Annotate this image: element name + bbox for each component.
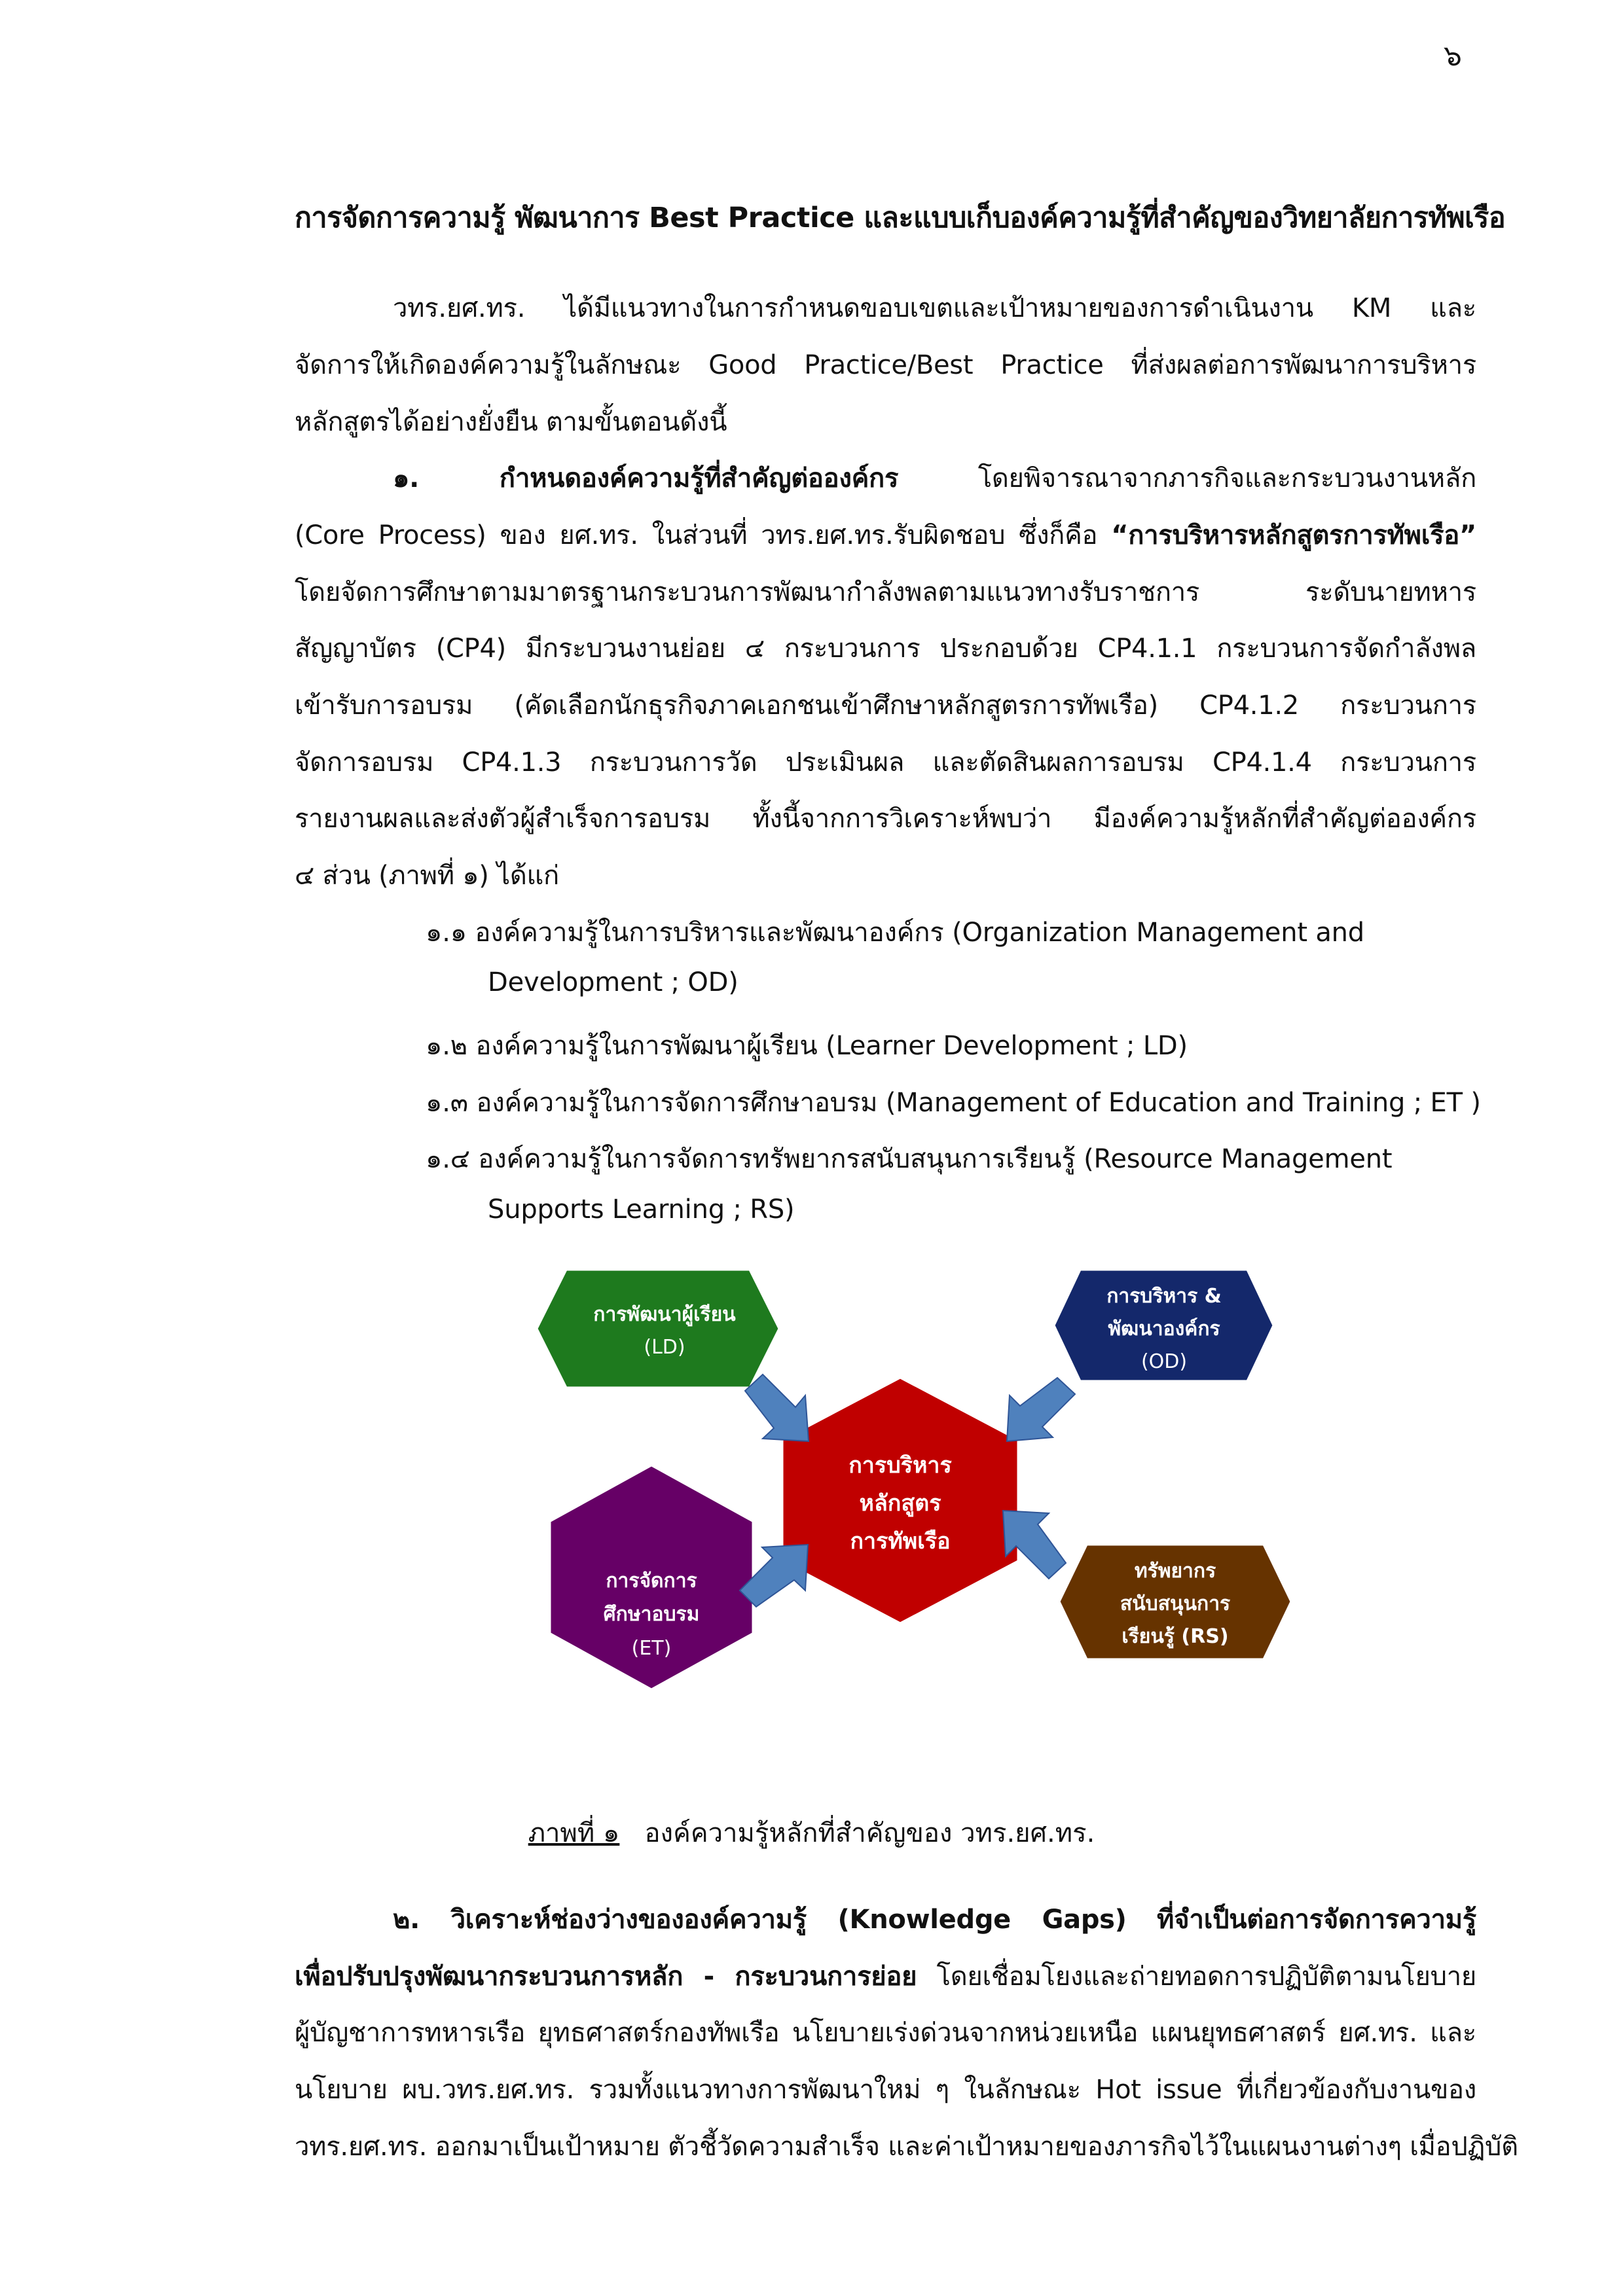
ld-label-2: (LD) <box>644 1336 685 1359</box>
list-item-1-1-cont: Development ; OD) <box>488 967 739 997</box>
intro-line-2: จัดการให้เกิดองค์ความรู้ในลักษณะ Good Practice/Best Practice ที่ส่งผลต่อการพัฒนาการบริหาร <box>295 350 1476 380</box>
rs-label-3: เรียนรู้ (RS) <box>1122 1625 1229 1648</box>
section1-line-7: รายงานผลและส่งตัวผู้สำเร็จการอบรม ทั้งนี้จากการวิเคราะห์พบว่า มีองค์ความรู้หลักที่สำคัญต่อองค์กร <box>295 804 1476 834</box>
section1-program-name: “การบริหารหลักสูตรการทัพเรือ” <box>1111 520 1476 550</box>
list-item-1-2: ๑.๒ องค์ความรู้ในการพัฒนาผู้เรียน (Learner Development ; LD) <box>426 1031 1188 1061</box>
od-label-1: การบริหาร & <box>1106 1285 1222 1308</box>
list-item-1-4-cont: Supports Learning ; RS) <box>488 1194 795 1225</box>
section1-line-3: โดยจัดการศึกษาตามมาตรฐานกระบวนการพัฒนากำลังพลตามแนวทางรับราชการ ระดับนายทหาร <box>295 577 1476 607</box>
section2-title: ๒. วิเคราะห์ช่องว่างขององค์ความรู้ (Knowledge Gaps) <box>393 1905 1127 1935</box>
page-number: ๖ <box>1444 39 1462 73</box>
section1-title: ๑. กำหนดองค์ความรู้ที่สำคัญต่อองค์กร <box>393 463 899 493</box>
figure-caption-text: องค์ความรู้หลักที่สำคัญของ วทร.ยศ.ทร. <box>644 1818 1095 1848</box>
arrow-ld-to-center <box>745 1374 809 1441</box>
section2-subtitle: เพื่อปรับปรุงพัฒนากระบวนการหลัก - กระบวนการย่อย <box>295 1962 917 1992</box>
ld-label-1: การพัฒนาผู้เรียน <box>593 1303 736 1326</box>
section2-line-5: วทร.ยศ.ทร. ออกมาเป็นเป้าหมาย ตัวชี้วัดความสำเร็จ และค่าเป้าหมายของภารกิจไว้ในแผนงานต่างๆ เมื่อปฏิบัติ <box>295 2132 1518 2162</box>
section2-line-2 <box>295 1955 1476 1997</box>
section2-line-2-text: โดยเชื่อมโยงและถ่ายทอดการปฏิบัติตามนโยบาย <box>936 1962 1476 1992</box>
list-item-1-4: ๑.๔ องค์ความรู้ในการจัดการทรัพยากรสนับสนุนการเรียนรู้ (Resource Management <box>426 1144 1393 1174</box>
list-item-1-3: ๑.๓ องค์ความรู้ในการจัดการศึกษาอบรม (Management of Education and Training ; ET ) <box>426 1088 1481 1118</box>
section2-line-4: นโยบาย ผบ.วทร.ยศ.ทร. รวมทั้งแนวทางการพัฒนาใหม่ ๆ ในลักษณะ Hot issue ที่เกี่ยวข้องกับงานของ <box>295 2075 1476 2105</box>
list-item-1-1: ๑.๑ องค์ความรู้ในการบริหารและพัฒนาองค์กร (Organization Management and <box>426 918 1365 948</box>
rs-label-2: สนับสนุนการ <box>1120 1592 1231 1615</box>
section2-line-1 <box>393 1898 1476 1940</box>
figure-caption <box>0 1812 1623 1854</box>
section1-line-2-text: (Core Process) ของ ยศ.ทร. ในส่วนที่ วทร.ยศ.ทร.รับผิดชอบ ซึ่งก็คือ <box>295 520 1098 550</box>
section2-line-3: ผู้บัญชาการทหารเรือ ยุทธศาสตร์กองทัพเรือ นโยบายเร่งด่วนจากหน่วยเหนือ แผนยุทธศาสตร์ ยศ.ทร. และ <box>295 2018 1476 2048</box>
section1-line-5: เข้ารับการอบรม (คัดเลือกนักธุรกิจภาคเอกชนเข้าศึกษาหลักสูตรการทัพเรือ) CP4.1.2 กระบวนการ <box>295 691 1476 721</box>
knowledge-diagram <box>537 1257 1303 1728</box>
section1-line-8: ๔ ส่วน (ภาพที่ ๑) ได้แก่ <box>295 861 559 891</box>
intro-line-1: วทร.ยศ.ทร. ได้มีแนวทางในการกำหนดขอบเขตและเป้าหมายของการดำเนินงาน KM และ <box>393 293 1476 323</box>
et-label-2: ศึกษาอบรม <box>603 1603 700 1626</box>
intro-line-3: หลักสูตรได้อย่างยั่งยืน ตามขั้นตอนดังนี้ <box>295 407 727 437</box>
ld-hexagon <box>537 1270 779 1388</box>
section2-title-cont: ที่จำเป็นต่อการจัดการความรู้ <box>1157 1905 1476 1935</box>
arrow-od-to-center <box>1007 1378 1075 1441</box>
center-label-3: การทัพเรือ <box>850 1528 951 1554</box>
figure-caption-label: ภาพที่ ๑ <box>528 1818 620 1848</box>
section1-line-1-text: โดยพิจารณาจากภารกิจและกระบวนงานหลัก <box>977 463 1476 493</box>
center-label-1: การบริหาร <box>848 1452 952 1479</box>
et-label-1: การจัดการ <box>606 1570 697 1592</box>
section1-line-2 <box>295 514 1476 556</box>
section1-line-1 <box>393 457 1476 499</box>
rs-label-1: ทรัพยากร <box>1134 1560 1216 1583</box>
section-heading: การจัดการความรู้ พัฒนาการ Best Practice และแบบเก็บองค์ความรู้ที่สำคัญของวิทยาลัยการทัพเรือ <box>295 202 1506 234</box>
arrow-rs-to-center <box>1003 1511 1066 1579</box>
section1-line-4: สัญญาบัตร (CP4) มีกระบวนงานย่อย ๔ กระบวนการ ประกอบด้วย CP4.1.1 กระบวนการจัดกำลังพล <box>295 634 1477 664</box>
section1-line-6: จัดการอบรม CP4.1.3 กระบวนการวัด ประเมินผล และตัดสินผลการอบรม CP4.1.4 กระบวนการ <box>295 747 1476 778</box>
et-label-3: (ET) <box>631 1637 672 1660</box>
center-label-2: หลักสูตร <box>859 1490 941 1516</box>
od-label-3: (OD) <box>1140 1350 1188 1373</box>
od-label-2: พัฒนาองค์กร <box>1108 1318 1220 1340</box>
